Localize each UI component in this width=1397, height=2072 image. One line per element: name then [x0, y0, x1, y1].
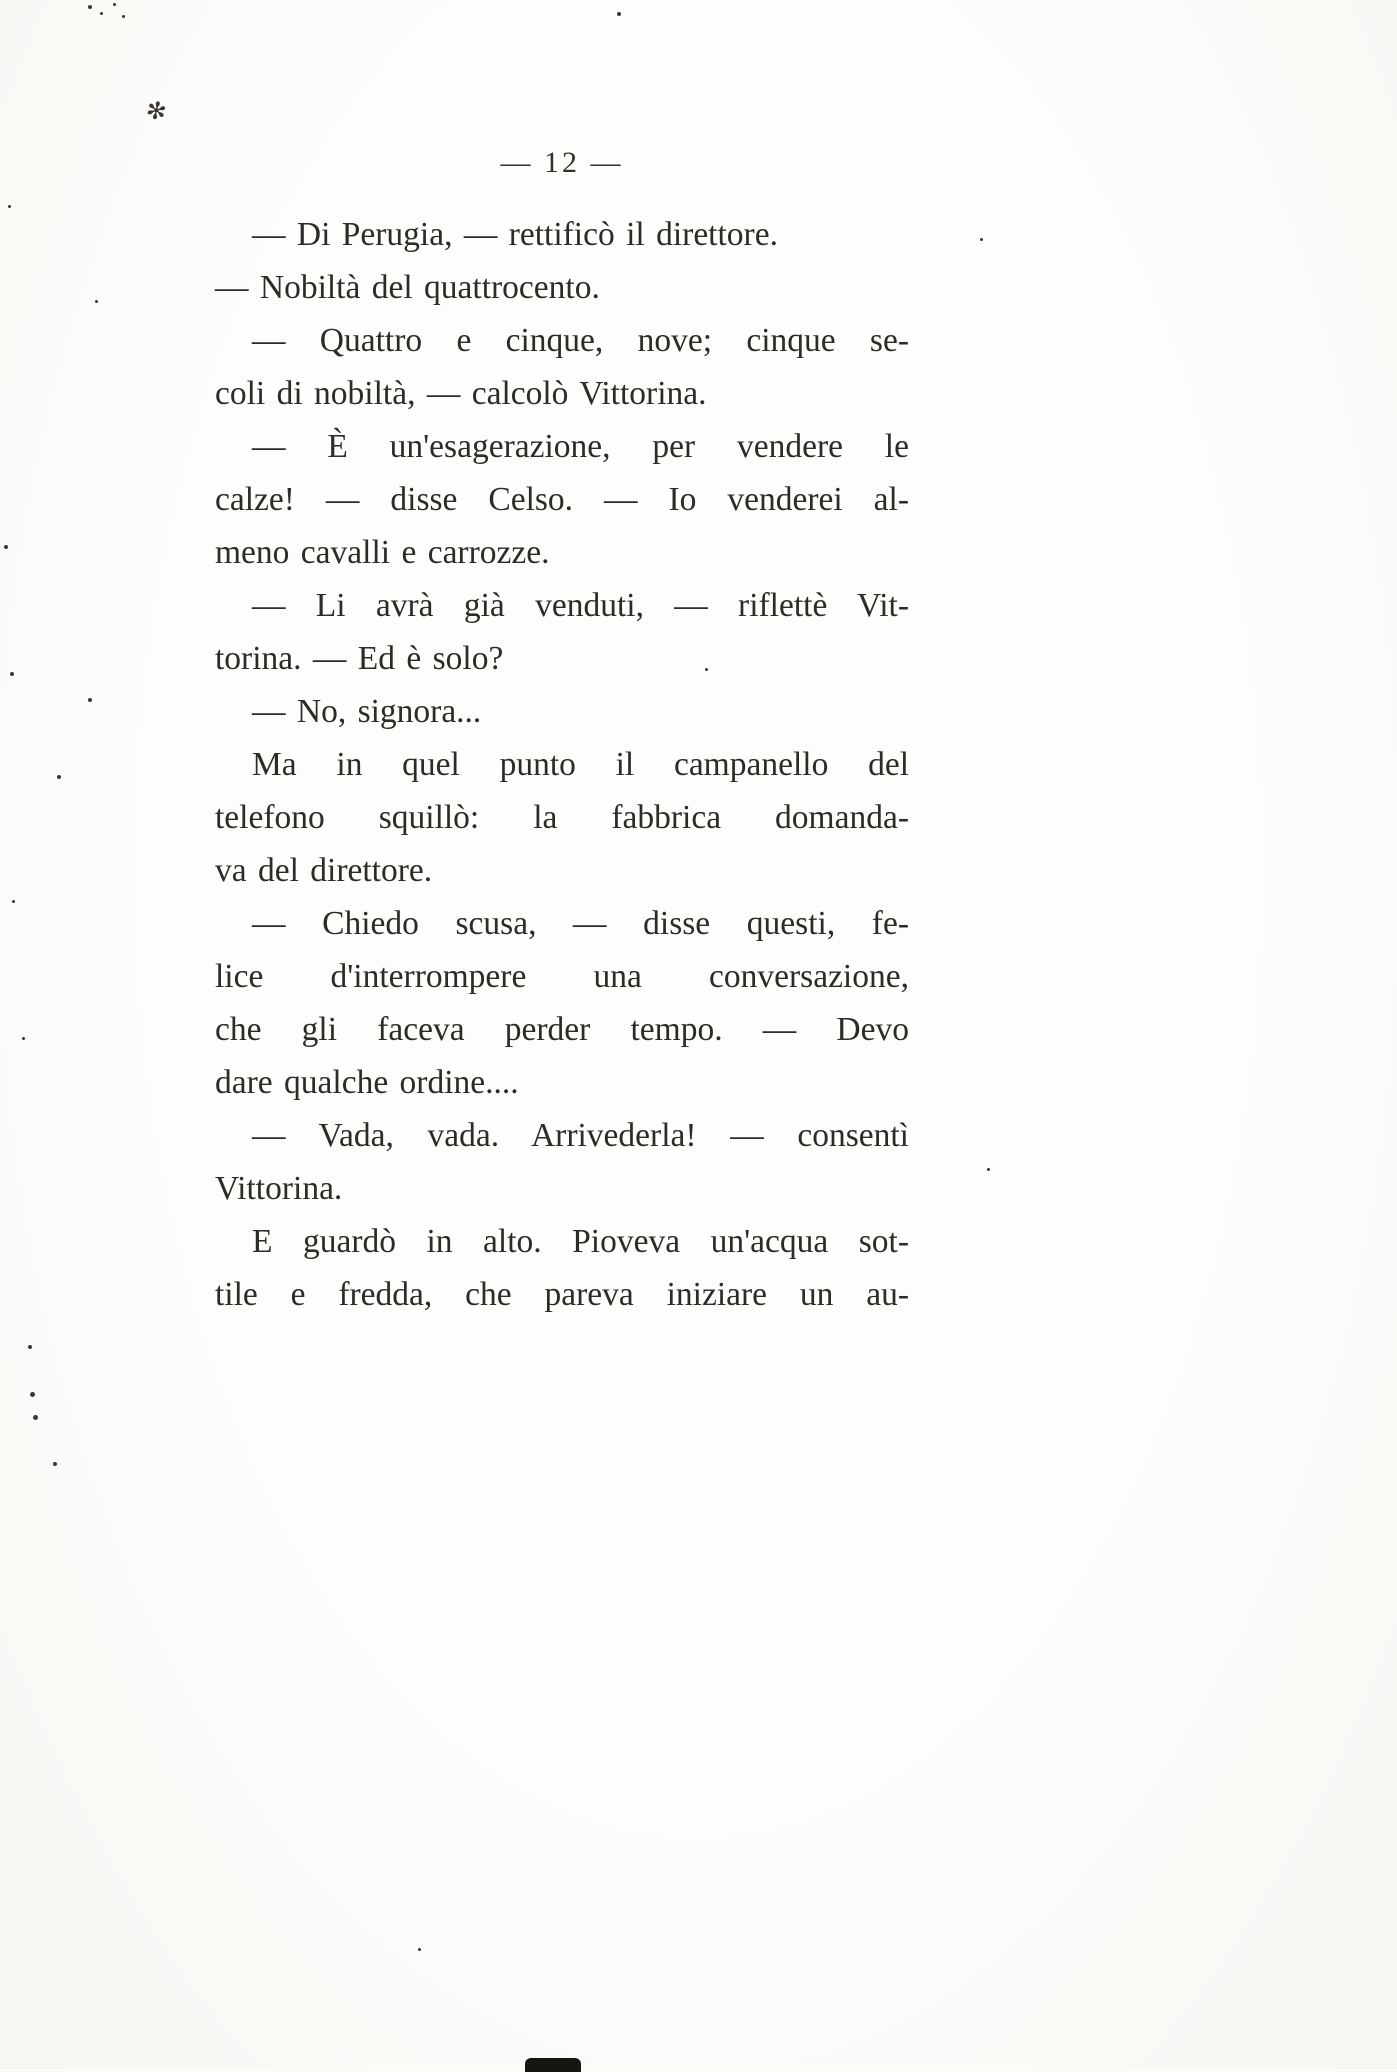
paragraph	[215, 1109, 909, 1215]
ink-blot: ✻	[143, 97, 169, 127]
text-line: — È un'esagerazione, per vendere le	[252, 428, 909, 465]
page-edge-ink-smudge	[525, 2058, 581, 2072]
scan-speck	[113, 3, 116, 6]
text-line: — No, signora...	[252, 693, 482, 730]
scan-speck	[705, 668, 708, 671]
text-block	[215, 138, 909, 1321]
page-number: — 12 —	[500, 146, 624, 179]
scan-speck	[8, 205, 11, 208]
scan-speck	[980, 238, 983, 241]
text-line: coli di nobiltà, — calcolò Vittorina.	[215, 375, 707, 412]
scan-speck	[100, 12, 103, 15]
scan-speck	[57, 775, 61, 779]
text-line: che gli faceva perder tempo. — Devo	[215, 1011, 909, 1048]
paragraph	[215, 1215, 909, 1321]
scan-speck	[53, 1462, 57, 1466]
text-line: — Chiedo scusa, — disse questi, fe-	[252, 905, 909, 942]
scan-speck	[987, 1168, 990, 1171]
scan-speck	[12, 900, 15, 903]
text-line: calze! — disse Celso. — Io venderei al-	[215, 481, 909, 518]
text-line: Vittorina.	[215, 1170, 343, 1207]
scan-speck	[617, 12, 621, 16]
text-line: E guardò in alto. Pioveva un'acqua sot-	[252, 1223, 909, 1260]
paragraph	[215, 579, 909, 685]
text-line: telefono squillò: la fabbrica domanda-	[215, 799, 909, 836]
paragraph	[215, 685, 909, 738]
scan-speck	[418, 1948, 421, 1951]
paragraph	[215, 261, 909, 314]
text-line: va del direttore.	[215, 852, 433, 889]
body-text	[215, 208, 909, 1321]
text-line: — Vada, vada. Arrivederla! — consentì	[252, 1117, 909, 1154]
scan-speck	[30, 1392, 35, 1397]
paragraph	[215, 314, 909, 420]
scan-speck	[88, 5, 92, 9]
text-line: — Di Perugia, — rettificò il direttore.	[252, 216, 778, 253]
text-line: tile e fredda, che pareva iniziare un au-	[215, 1276, 909, 1313]
paragraph	[215, 738, 909, 897]
paragraph	[215, 420, 909, 579]
text-line: meno cavalli e carrozze.	[215, 534, 550, 571]
scan-speck	[88, 698, 92, 702]
scan-speck	[122, 15, 125, 18]
text-line: — Li avrà già venduti, — riflettè Vit-	[252, 587, 909, 624]
scan-speck	[4, 545, 8, 549]
text-line: — Nobiltà del quattrocento.	[215, 269, 600, 306]
scan-speck	[22, 1037, 25, 1040]
text-line: torina. — Ed è solo?	[215, 640, 504, 677]
scan-speck	[28, 1345, 32, 1349]
text-line: Ma in quel punto il campanello del	[252, 746, 909, 783]
text-line: lice d'interrompere una conversazione,	[215, 958, 909, 995]
scan-speck	[95, 300, 98, 303]
text-line: dare qualche ordine....	[215, 1064, 519, 1101]
paragraph	[215, 208, 909, 261]
paragraph	[215, 897, 909, 1109]
scan-speck	[33, 1415, 38, 1420]
text-line: — Quattro e cinque, nove; cinque se-	[252, 322, 909, 359]
scan-speck	[10, 672, 14, 676]
